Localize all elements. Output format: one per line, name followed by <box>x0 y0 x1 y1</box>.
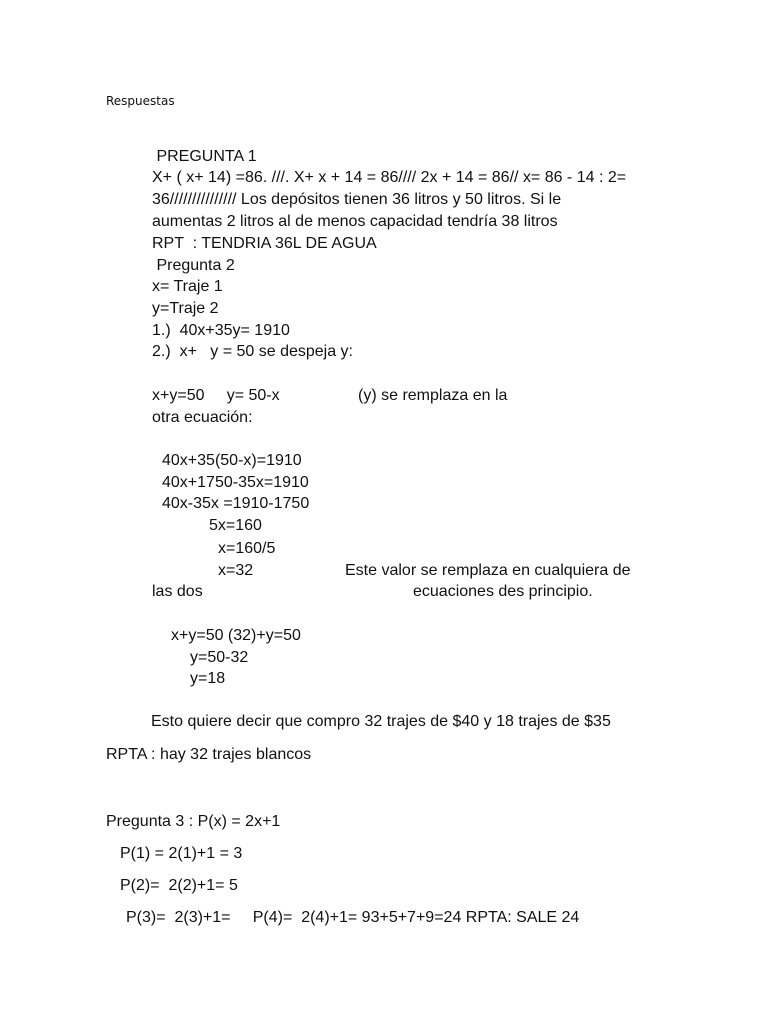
equation-line: 40x+35(50-x)=1910 <box>162 452 302 469</box>
text-line: Este valor se remplaza en cualquiera de <box>345 562 631 579</box>
text-line: ecuaciones des principio. <box>413 583 593 600</box>
equation-line: 40x-35x =1910-1750 <box>162 495 310 512</box>
equation-line: y=18 <box>190 670 226 687</box>
text-line: Pregunta 2 <box>152 257 235 274</box>
equation-line: P(2)= 2(2)+1= 5 <box>120 877 238 894</box>
equation-line: 40x+1750-35x=1910 <box>162 474 309 491</box>
equation-line: x=32 <box>218 562 254 579</box>
equation-line: P(3)= 2(3)+1= P(4)= 2(4)+1= 93+5+7+9=24 RPTA: SALE 24 <box>126 909 580 926</box>
equation-line: x=160/5 <box>218 540 276 557</box>
question-heading: Pregunta 3 : P(x) = 2x+1 <box>106 813 281 830</box>
equation-line: x+y=50 (32)+y=50 <box>171 627 301 644</box>
equation-line: y=50-32 <box>190 649 249 666</box>
text-line: x+y=50 y= 50-x <box>152 387 280 404</box>
text-line: las dos <box>152 583 203 600</box>
text-line: x= Traje 1 <box>152 278 223 295</box>
text-line: Esto quiere decir que compro 32 trajes de $40 y 18 trajes de $35 <box>151 713 611 730</box>
text-line: y=Traje 2 <box>152 300 219 317</box>
text-line: aumentas 2 litros al de menos capacidad tendría 38 litros <box>152 213 558 230</box>
equation-line: P(1) = 2(1)+1 = 3 <box>120 845 243 862</box>
text-line: 1.) 40x+35y= 1910 <box>152 322 290 339</box>
text-line: PREGUNTA 1 <box>152 148 257 165</box>
page-heading: Respuestas <box>106 94 175 108</box>
text-line: X+ ( x+ 14) =86. ///. X+ x + 14 = 86//// 2x + 14 = 86// x= 86 - 14 : 2= <box>152 169 627 186</box>
text-line: 2.) x+ y = 50 se despeja y: <box>152 343 353 360</box>
text-line: RPT : TENDRIA 36L DE AGUA <box>152 235 377 252</box>
text-line: (y) se remplaza en la <box>358 387 508 404</box>
text-line: 36/////////////// Los depósitos tienen 36 litros y 50 litros. Si le <box>152 191 562 208</box>
text-line: otra ecuación: <box>152 409 253 426</box>
equation-line: 5x=160 <box>209 517 262 534</box>
answer-line: RPTA : hay 32 trajes blancos <box>106 746 312 763</box>
